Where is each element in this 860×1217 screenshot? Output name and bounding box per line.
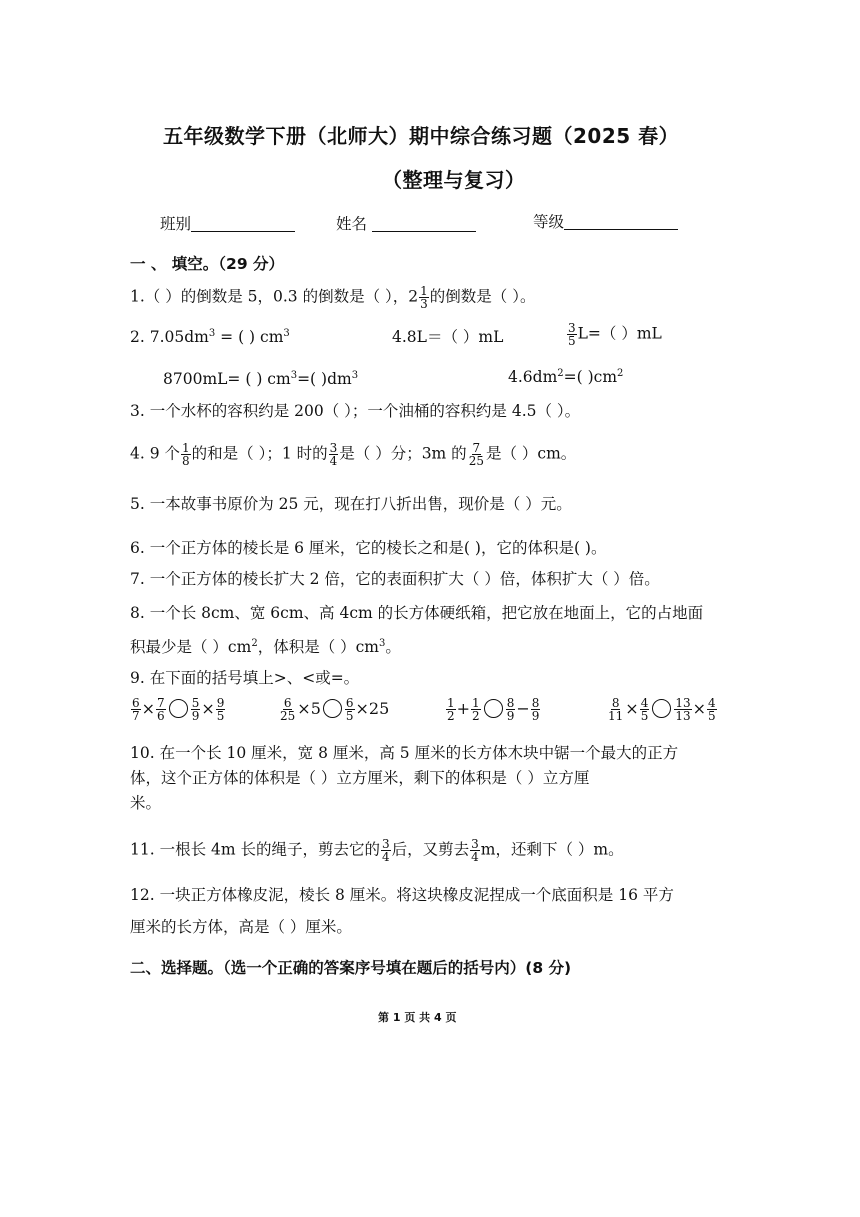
name-field [336,215,476,233]
q4-fraction-3: $\frac{7}{25}$ [468,441,484,468]
q4-text-d: 是（ ）cm。 [485,444,577,463]
section2-heading: 二、选择题。（选一个正确的答案序号填在题后的括号内）(8 分) [130,959,572,977]
compare-circle-3[interactable] [484,699,503,718]
grade-label: 等级 [533,213,565,231]
name-blank[interactable] [372,215,476,232]
q11-text-b: 后，又剪去 [391,840,470,859]
question-2-line-2 [163,372,358,388]
q2-fraction: $\frac{3}{5}$ [568,321,576,348]
q2-text-d: L=（ ）mL [577,324,662,343]
q2-text-b: = ( ) cm [215,328,284,346]
q11-text-a: 11. 一根长 4m 长的绳子，剪去它的 [130,840,380,859]
question-4 [130,442,576,467]
q4-text-c: 是（ ）分；3m 的 [339,444,467,463]
compare-circle-4[interactable] [652,699,671,718]
question-2-part-g [508,370,623,386]
q4-text-b: 的和是（ ）；1 时的 [191,444,328,463]
q2-text-g: 4.6dm [508,368,558,386]
q8-sup-1: 2 [251,638,258,649]
name-label: 姓名 [336,215,368,233]
q11-text-c: m，还剩下（ ）m。 [480,840,624,859]
q2-text-e: 8700mL= ( ) cm [163,370,291,388]
q1-fraction: $\frac{1}{3}$ [420,284,428,311]
question-12-line-1: 12. 一块正方体橡皮泥，棱长 8 厘米。将这块橡皮泥捏成一个底面积是 16 平方 [130,886,674,904]
q2-sup-h: 2 [617,368,624,379]
question-9: 9. 在下面的括号填上>、<或=。 [130,669,360,687]
q4-fraction-1: $\frac{1}{8}$ [182,441,190,468]
question-5: 5. 一本故事书原价为 25 元，现在打八折出售，现价是（ ）元。 [130,495,572,513]
compare-expression-1: $\frac{6}{7}$ × $\frac{7}{6}$ $\frac{5}{9}$ × $\frac{9}{5}$ [132,696,225,723]
question-8-line-1: 8. 一个长 8cm、宽 6cm、高 4cm 的长方体硬纸箱，把它放在地面上，它的占地面 [130,604,704,622]
section1-heading: 一 、 填空。（29 分） [130,255,285,273]
question-10-line-1: 10. 在一个长 10 厘米，宽 8 厘米，高 5 厘米的长方体木块中锯一个最大的正方 [130,744,679,762]
q8-text-b: ，体积是（ ）cm [257,638,379,656]
q2-sup-e: 3 [290,370,298,381]
compare-circle-2[interactable] [323,699,342,718]
q2-text-h: =( )cm [563,368,618,386]
q2-text-a: 2. 7.05dm [130,328,209,346]
class-label: 班别 [160,215,192,233]
question-2-part-d [566,322,662,347]
page-title: 五年级数学下册（北师大）期中综合练习题（2025 春） [163,124,680,148]
question-6: 6. 一个正方体的棱长是 6 厘米，它的棱长之和是( )，它的体积是( )。 [130,539,607,557]
compare-expression-2: $\frac{6}{25}$ ×5 $\frac{6}{5}$ ×25 [280,696,390,723]
class-field [160,215,295,233]
question-2-line-1 [130,330,290,346]
q11-fraction-2: $\frac{3}{4}$ [471,837,479,864]
page-subtitle: （整理与复习） [382,168,526,192]
question-1 [130,285,535,310]
q8-text-a: 积最少是（ ）cm [130,638,252,656]
question-7: 7. 一个正方体的棱长扩大 2 倍，它的表面积扩大（ ）倍，体积扩大（ ）倍。 [130,570,660,588]
q2-sup-f: 3 [351,370,359,381]
class-blank[interactable] [191,215,295,232]
question-2-part-c: 4.8L＝（ ）mL [392,328,504,346]
compare-circle-1[interactable] [169,699,188,718]
question-3: 3. 一个水杯的容积约是 200（ ）；一个油桶的容积约是 4.5（ ）。 [130,402,581,420]
question-8-line-2 [130,640,401,656]
q2-sup-a: 3 [208,328,216,339]
compare-expression-3: $\frac{1}{2}$ + $\frac{1}{2}$ $\frac{8}{9}$ − $\frac{8}{9}$ [447,696,540,723]
grade-blank[interactable] [564,213,678,230]
question-10-line-2: 体，这个正方体的体积是（ ）立方厘米，剩下的体积是（ ）立方厘 [130,769,590,787]
q1-text-b: 的倒数是（ ）。 [429,287,536,306]
q8-sup-2: 3 [379,638,386,649]
q4-fraction-2: $\frac{3}{4}$ [329,441,338,468]
question-12-line-2: 厘米的长方体，高是（ ）厘米。 [130,918,352,936]
q2-sup-g: 2 [557,368,564,379]
question-10-line-3: 米。 [130,794,162,812]
q2-sup-b: 3 [283,328,290,339]
page-number: 第 1 页 共 4 页 [378,1011,457,1024]
q11-fraction-1: $\frac{3}{4}$ [382,837,390,864]
q8-text-c: 。 [385,638,401,656]
q1-text-a: 1.（ ）的倒数是 5，0.3 的倒数是（ ），2 [130,287,419,306]
q4-text-a: 4. 9 个 [130,444,181,463]
grade-field [533,213,678,231]
question-11 [130,838,624,863]
q2-text-f: =( )dm [297,370,352,388]
compare-expression-4: $\frac{8}{11}$ × $\frac{4}{5}$ $\frac{13}{13}$ × $\frac{4}{5}$ [608,696,716,723]
